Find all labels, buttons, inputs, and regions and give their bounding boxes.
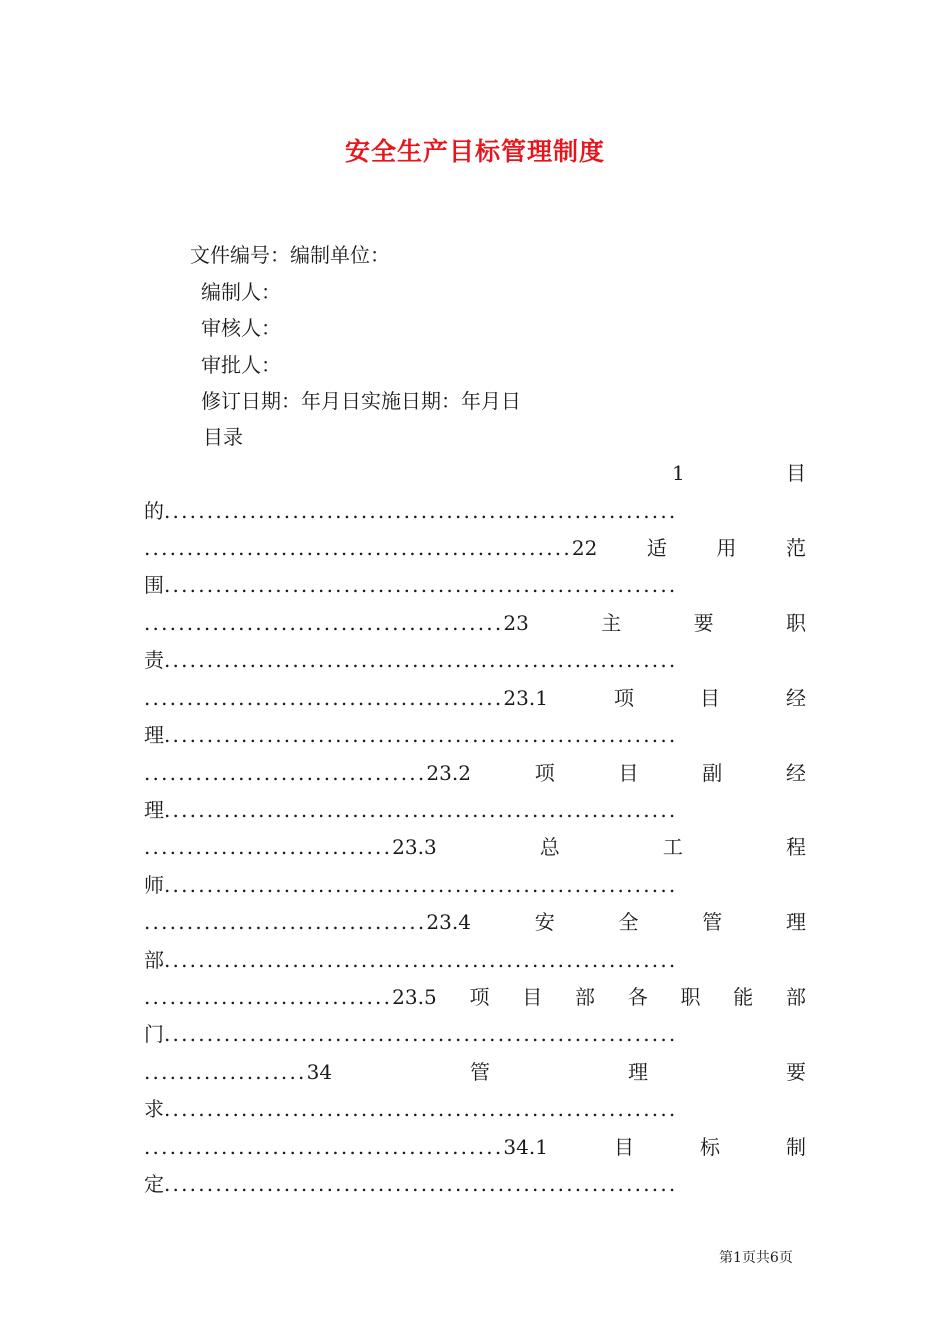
toc-leader: ............................................................ (164, 723, 678, 747)
toc-leader: .......................................... (144, 611, 504, 635)
toc-char: 定 (144, 1172, 164, 1196)
toc-char: 工 (662, 835, 683, 859)
toc-char: 各 (627, 985, 648, 1009)
toc-leader: ............................................................ (164, 798, 678, 822)
toc-char: 师 (144, 873, 164, 897)
toc-line (144, 608, 806, 638)
toc-char: 目 (618, 761, 639, 785)
toc-line (144, 683, 806, 713)
toc-line (144, 496, 806, 526)
toc-leader: ................................. (144, 910, 427, 934)
toc-char: 目 (613, 1135, 634, 1159)
toc-char: 用 (716, 536, 737, 560)
toc-leader: ............................................................ (164, 1097, 678, 1121)
toc-line (144, 945, 806, 975)
toc-char: 部 (574, 985, 595, 1009)
toc-char: 目 (699, 686, 720, 710)
toc-heading: 目录 (203, 425, 243, 449)
toc-number: 34 (306, 1060, 333, 1084)
toc-leader: ............................................................ (164, 573, 678, 597)
meta-compiler: 编制人： (201, 280, 281, 304)
toc-number: 23 (503, 611, 529, 635)
toc-char: 责 (144, 648, 164, 672)
toc-leader: ................................. (144, 761, 427, 785)
toc-leader: ............................................................ (164, 948, 678, 972)
toc-char: 主 (601, 611, 622, 635)
toc-line (144, 758, 806, 788)
toc-line (144, 907, 806, 937)
toc-char: 目 (522, 985, 543, 1009)
toc-line (144, 1057, 806, 1087)
toc-leader: .......................................... (144, 1135, 504, 1159)
toc-char: 安 (534, 910, 555, 934)
toc-char: 项 (613, 686, 634, 710)
toc-char: 要 (786, 1060, 806, 1084)
toc-number: 23.1 (503, 686, 548, 710)
toc-number: 23.5 (392, 985, 437, 1009)
toc-line (144, 533, 806, 563)
toc-leader: ............................................................ (164, 499, 678, 523)
toc-number: 23.4 (426, 910, 471, 934)
meta-approver: 审批人： (201, 353, 281, 377)
toc-leader: ............................. (144, 985, 393, 1009)
toc-line (144, 795, 806, 825)
toc-number: 34.1 (503, 1135, 548, 1159)
toc-leader: ............................. (144, 835, 393, 859)
toc-line (144, 832, 806, 862)
toc-leader: ............................................................ (164, 648, 678, 672)
toc-char: 要 (693, 611, 714, 635)
toc-char: 项 (469, 985, 490, 1009)
toc-number: 23.3 (392, 835, 437, 859)
toc-line (144, 870, 806, 900)
toc-number: 1 (672, 461, 685, 485)
toc-leader: ............................................................ (164, 1022, 678, 1046)
toc-line (144, 720, 806, 750)
toc-char: 门 (144, 1022, 164, 1046)
toc-char: 范 (785, 536, 806, 560)
document-title: 安全生产目标管理制度 (344, 137, 605, 166)
toc-number: 23.2 (426, 761, 471, 785)
meta-file-no-unit: 文件编号：编制单位： (190, 243, 390, 267)
toc-leader: .......................................... (144, 686, 504, 710)
toc-line (144, 570, 806, 600)
page-footer: 第1页共6页 (719, 1250, 793, 1266)
toc-char: 经 (786, 686, 806, 710)
toc-char: 的 (144, 499, 164, 523)
toc-line (672, 458, 806, 488)
toc-char: 项 (534, 761, 555, 785)
toc-char: 副 (702, 761, 723, 785)
toc-leader: .................................................. (144, 536, 572, 560)
toc-char: 经 (786, 761, 806, 785)
toc-line (144, 1132, 806, 1162)
toc-char: 职 (786, 611, 806, 635)
toc-char: 目 (786, 461, 806, 485)
toc-char: 能 (733, 985, 754, 1009)
toc-leader: ............................................................ (164, 873, 678, 897)
toc-leader: ................... (144, 1060, 307, 1084)
toc-char: 管 (702, 910, 723, 934)
toc-line (144, 1094, 806, 1124)
toc-char: 管 (470, 1060, 491, 1084)
meta-dates: 修订日期：年月日实施日期：年月日 (201, 389, 521, 413)
toc-number: 22 (571, 536, 598, 560)
toc-line (144, 645, 806, 675)
toc-char: 理 (628, 1060, 649, 1084)
toc-line (144, 1019, 806, 1049)
toc-char: 求 (144, 1097, 164, 1121)
toc-char: 全 (618, 910, 639, 934)
toc-char: 职 (680, 985, 701, 1009)
toc-char: 制 (786, 1135, 806, 1159)
toc-char: 部 (144, 948, 164, 972)
toc-char: 标 (699, 1135, 720, 1159)
toc-char: 适 (646, 536, 667, 560)
toc-char: 总 (539, 835, 560, 859)
meta-reviewer: 审核人： (201, 316, 281, 340)
toc-line (144, 982, 806, 1012)
toc-char: 理 (786, 910, 806, 934)
toc-char: 程 (785, 835, 806, 859)
toc-line (144, 1169, 806, 1199)
toc-char: 理 (144, 798, 164, 822)
toc-char: 部 (785, 985, 806, 1009)
toc-char: 理 (144, 723, 164, 747)
toc-char: 围 (144, 573, 164, 597)
toc-leader: ............................................................ (164, 1172, 678, 1196)
